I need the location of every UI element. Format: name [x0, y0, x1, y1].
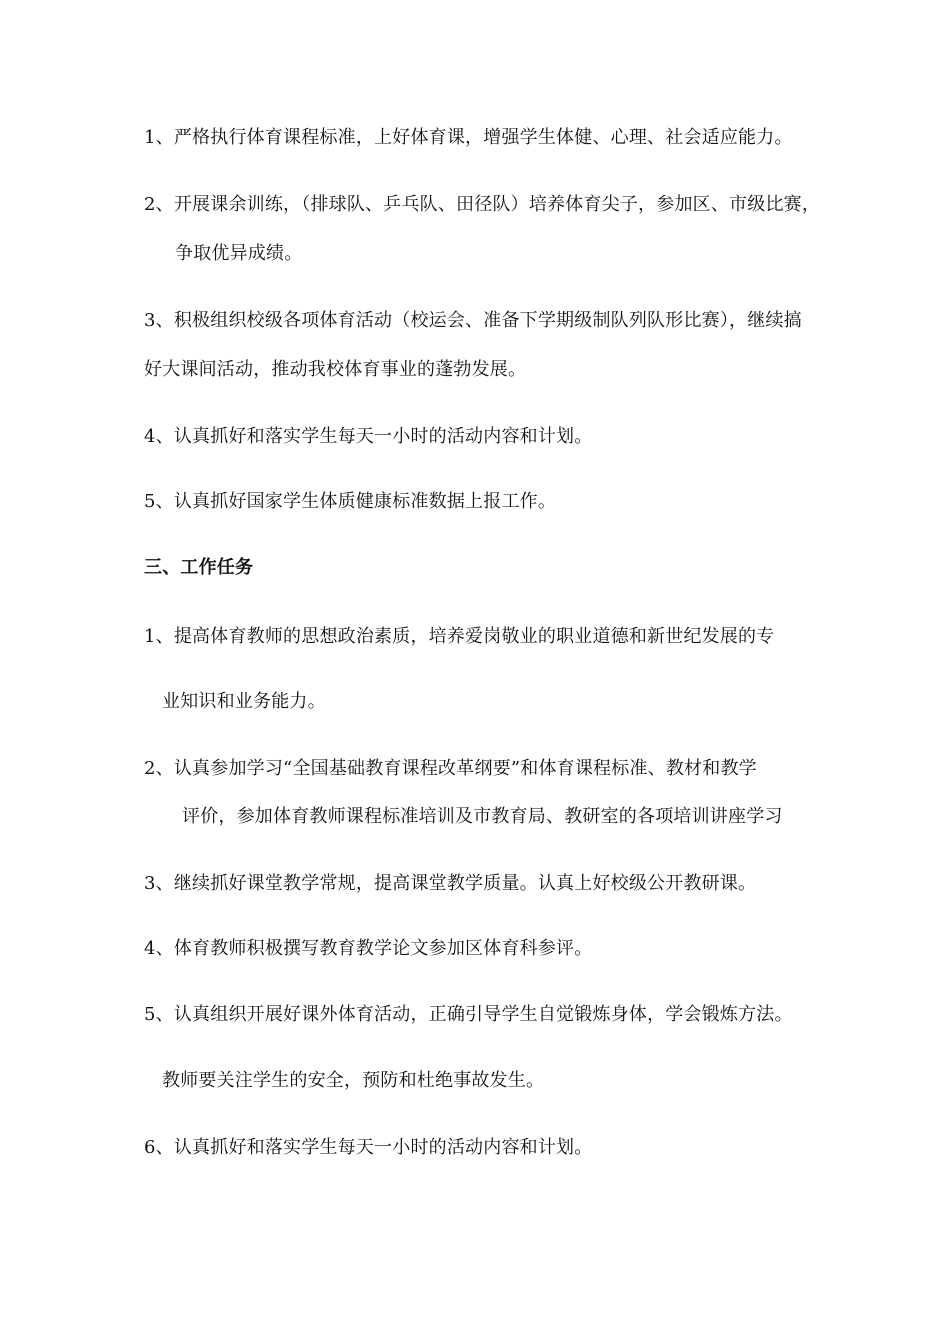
item-2-5-line-1: 5、认真抓好国家学生体质健康标准数据上报工作。	[144, 491, 557, 512]
item-3-1-line-1: 1、提高体育教师的思想政治素质，培养爱岗敬业的职业道德和新世纪发展的专	[144, 626, 775, 647]
item-3-6-line-1: 6、认真抓好和落实学生每天一小时的活动内容和计划。	[144, 1137, 593, 1158]
item-2-3-line-2: 好大课间活动，推动我校体育事业的蓬勃发展。	[144, 359, 527, 380]
item-3-2-line-2: 评价，参加体育教师课程标准培训及市教育局、教研室的各项培训讲座学习	[182, 806, 783, 827]
item-3-1-line-2: 业知识和业务能力。	[162, 691, 326, 712]
item-2-2-line-1: 2、开展课余训练，（排球队、乒乓队、田径队）培养体育尖子，参加区、市级比赛，	[144, 194, 821, 215]
item-2-1-line-1: 1、严格执行体育课程标准，上好体育课，增强学生体健、心理、社会适应能力。	[144, 127, 793, 148]
item-2-4-line-1: 4、认真抓好和落实学生每天一小时的活动内容和计划。	[144, 426, 593, 447]
item-2-3-line-1: 3、积极组织校级各项体育活动（校运会、准备下学期级制队列队形比赛），继续搞	[144, 310, 802, 331]
item-2-2-line-2: 争取优异成绩。	[175, 243, 303, 264]
item-3-3-line-1: 3、继续抓好课堂教学常规，提高课堂教学质量。认真上好校级公开教研课。	[144, 873, 757, 894]
section-three-heading: 三、工作任务	[144, 557, 254, 578]
item-3-2-line-1: 2、认真参加学习“全国基础教育课程改革纲要”和体育课程标准、教材和教学	[144, 758, 757, 779]
item-3-5-line-1: 5、认真组织开展好课外体育活动，正确引导学生自觉锻炼身体，学会锻炼方法。	[144, 1004, 793, 1025]
item-3-5-line-2: 教师要关注学生的安全，预防和杜绝事故发生。	[162, 1070, 545, 1091]
item-3-4-line-1: 4、体育教师积极撰写教育教学论文参加区体育科参评。	[144, 938, 593, 959]
